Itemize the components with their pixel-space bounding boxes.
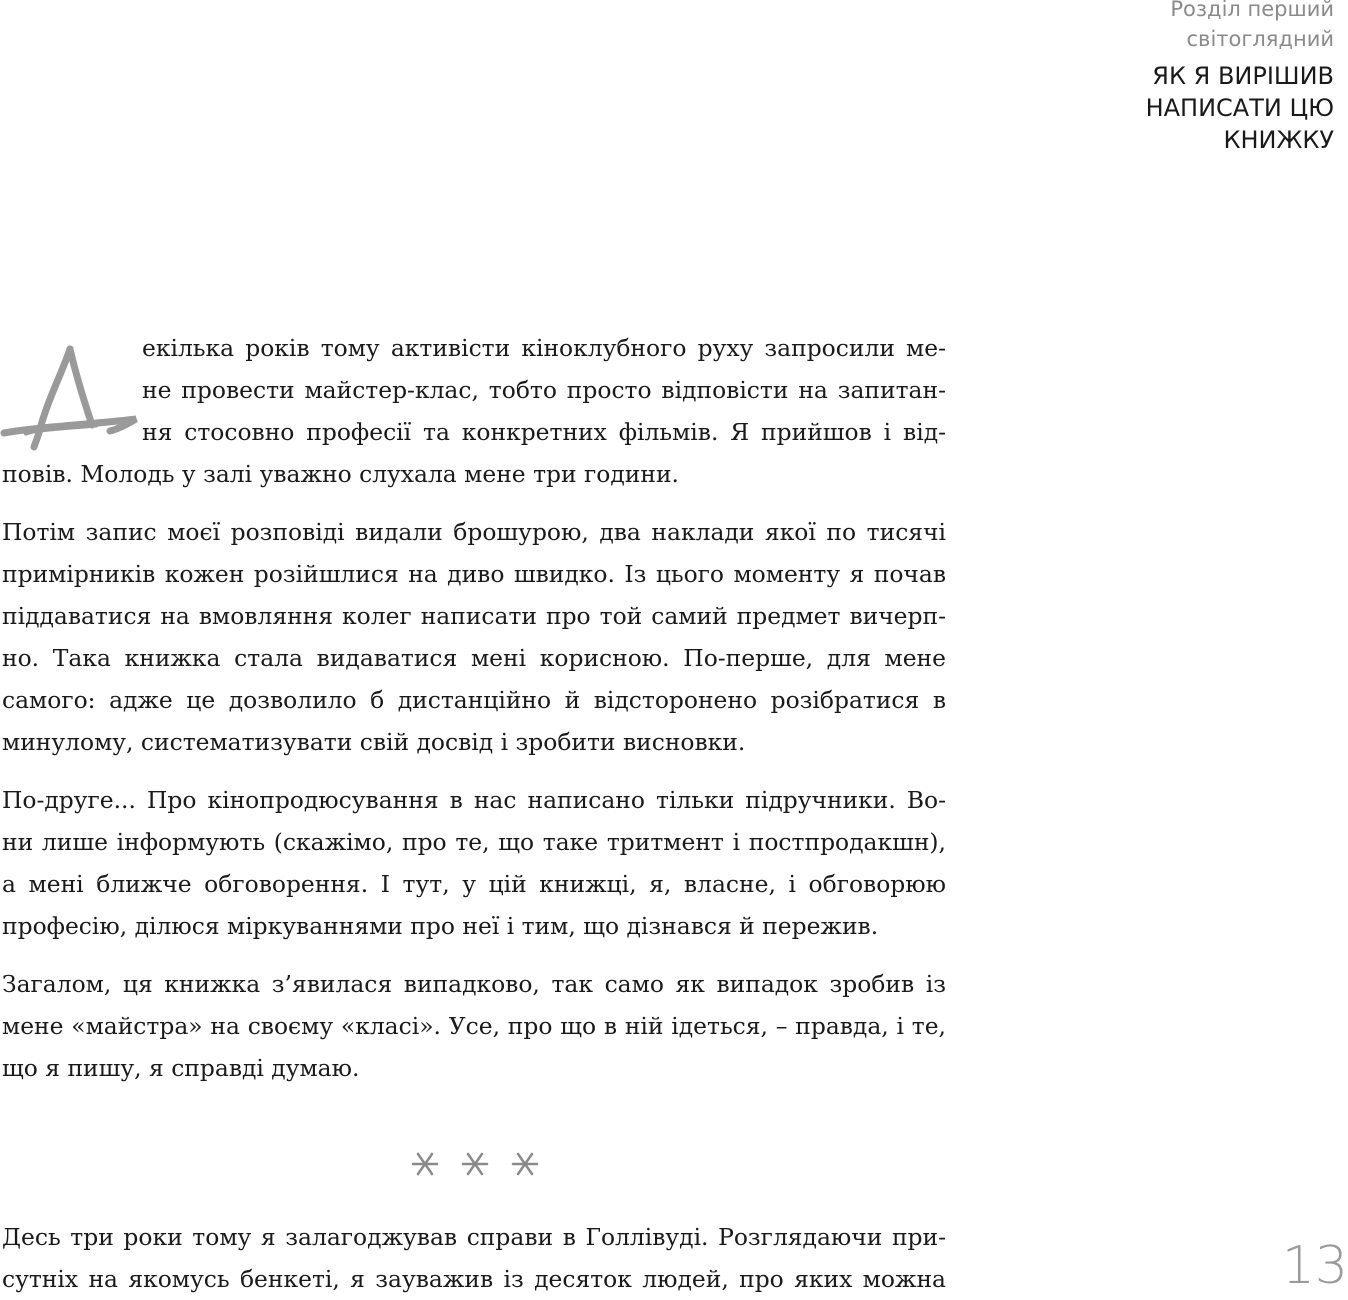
text-line: минулому, систематизувати свій досвід і зробити висновки.: [2, 728, 746, 756]
chapter-title-line: НАПИСАТИ ЦЮ: [1145, 94, 1334, 122]
text-line: По-друге... Про кінопродюсування в нас написано тільки підручники. Во-: [2, 786, 946, 814]
text-line: самого: адже це дозволило б дистанційно й відсторонено розібратися в: [2, 686, 946, 714]
subsection-label: світоглядний: [1186, 27, 1334, 51]
text-line: Десь три роки тому я залагоджував справи в Голлівуді. Розглядаючи при-: [2, 1223, 946, 1251]
text-line: не провести майстер-клас, тобто просто відповісти на запитан-: [142, 376, 946, 404]
paragraph-3: [2, 779, 946, 947]
text-line: сутніх на якомусь бенкеті, я зауважив із десяток людей, про яких можна: [2, 1265, 946, 1293]
text-line: Загалом, ця книжка з’явилася випадково, так само як випадок зробив із: [2, 970, 946, 998]
body-text: [2, 327, 946, 1105]
text-line: но. Така книжка стала видаватися мені корисною. По-перше, для мене: [2, 644, 946, 672]
page-number: 13: [1281, 1236, 1348, 1296]
continuation-text: [2, 1216, 946, 1300]
paragraph-2: [2, 511, 946, 763]
section-separator: [410, 1148, 540, 1180]
paragraph-4: [2, 963, 946, 1089]
section-label: Розділ перший: [1170, 0, 1334, 21]
paragraph-1: [2, 327, 946, 495]
text-line: ня стосовно професії та конкретних фільмів. Я прийшов і від-: [142, 418, 946, 446]
chapter-title-line: ЯК Я ВИРІШИВ: [1152, 62, 1334, 90]
text-line: екілька років тому активісти кіноклубного руху запросили ме-: [142, 334, 946, 362]
chapter-title-line: КНИЖКУ: [1223, 126, 1334, 154]
text-line: ни лише інформують (скажімо, про те, що таке тритмент і постпродакшн),: [2, 828, 946, 856]
text-line: повів. Молодь у залі уважно слухала мене три години.: [2, 460, 679, 488]
text-line: а мені ближче обговорення. І тут, у цій книжці, я, власне, і обговорюю: [2, 870, 946, 898]
text-line: професію, ділюся міркуваннями про неї і тим, що дізнався й пережив.: [2, 912, 879, 940]
text-line: що я пишу, я справді думаю.: [2, 1054, 360, 1082]
dropcap-letter-d: [0, 333, 146, 461]
text-line: Потім запис моєї розповіді видали брошурою, два наклади якої по тисячі: [2, 518, 946, 546]
chapter-title: [1146, 60, 1334, 156]
text-line: мене «майстра» на своєму «класі». Усе, про що в ній ідеться, – правда, і те,: [2, 1012, 946, 1040]
running-head: [1170, 0, 1334, 54]
text-line: примірників кожен розійшлися на диво швидко. Із цього моменту я почав: [2, 560, 946, 588]
text-line: піддаватися на вмовляння колег написати про той самий предмет вичерп-: [2, 602, 946, 630]
